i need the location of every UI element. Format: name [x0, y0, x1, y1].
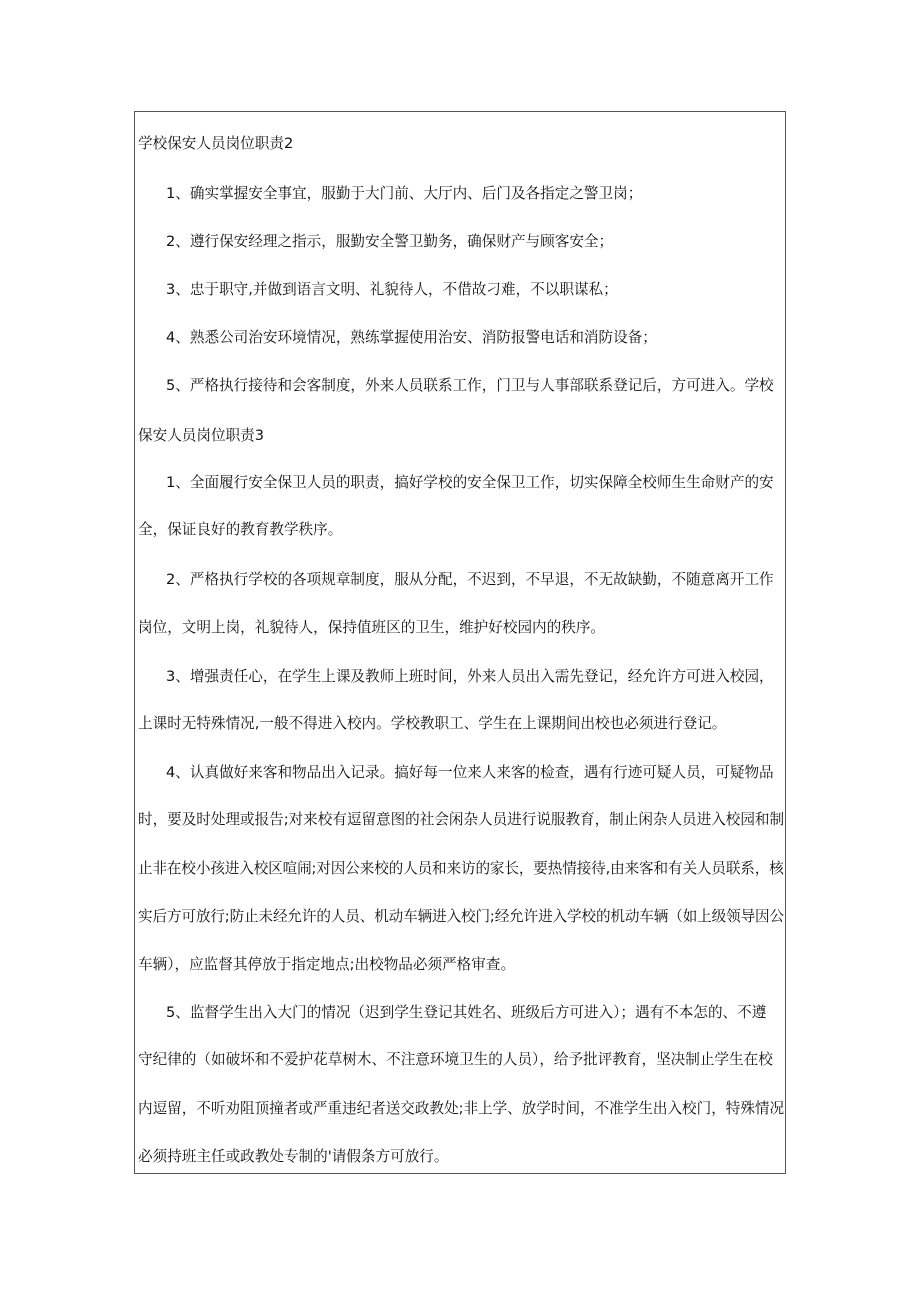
text-line: 2、遵行保安经理之指示，服勤安全警卫勤务，确保财产与顾客安全；: [166, 233, 614, 250]
text-line: 1、确实掌握安全事宜，服勤于大门前、大厅内、后门及各指定之警卫岗；: [166, 185, 643, 202]
text-line: 内逗留，不听劝阻顶撞者或严重违纪者送交政教处;非上学、放学时间，不准学生出入校门，特殊情况: [138, 1100, 785, 1117]
text-line: 岗位，文明上岗，礼貌待人，保持值班区的卫生，维护好校园内的秩序。: [138, 619, 606, 636]
text-line: 4、认真做好来客和物品出入记录。搞好每一位来人来客的检查，遇有行迹可疑人员，可疑物品: [166, 764, 774, 781]
text-line: 3、忠于职守,并做到语言文明、礼貌待人，不借故刁难，不以职谋私；: [166, 281, 618, 298]
text-line: 3、增强责任心，在学生上课及教师上班时间，外来人员出入需先登记，经允许方可进入校园，: [166, 668, 774, 685]
section-heading: 保安人员岗位职责3: [138, 427, 265, 444]
text-line: 必须持班主任或政教处专制的'请假条方可放行。: [138, 1148, 449, 1165]
text-line: 4、熟悉公司治安环境情况，熟练掌握使用治安、消防报警电话和消防设备；: [166, 329, 657, 346]
text-line: 1、全面履行安全保卫人员的职责，搞好学校的安全保卫工作，切实保障全校师生生命财产的安: [166, 474, 774, 491]
text-line: 5、监督学生出入大门的情况（迟到学生登记其姓名、班级后方可进入）；遇有不本怎的、不遵: [166, 1004, 767, 1021]
text-line: 5、严格执行接待和会客制度，外来人员联系工作，门卫与人事部联系登记后，方可进入。学校: [166, 377, 774, 394]
text-line: 上课时无特殊情况,一般不得进入校内。学校教职工、学生在上课期间出校也必须进行登记。: [138, 715, 727, 732]
text-line: 车辆），应监督其停放于指定地点;出校物品必须严格审查。: [138, 956, 516, 973]
text-line: 实后方可放行;防止未经允许的人员、机动车辆进入校门;经允许进入学校的机动车辆（如上级领导因公: [138, 908, 784, 925]
text-line: 全，保证良好的教育教学秩序。: [138, 521, 343, 538]
text-line: 守纪律的（如破坏和不爱护花草树木、不注意环境卫生的人员），给予批评教育，坚决制止学生在校: [138, 1051, 773, 1068]
text-line: 止非在校小孩进入校区喧闹;对因公来校的人员和来访的家长，要热情接待,由来客和有关人员联系，核: [138, 860, 784, 877]
section-heading: 学校保安人员岗位职责2: [138, 135, 294, 152]
text-line: 2、严格执行学校的各项规章制度，服从分配，不迟到，不早退，不无故缺勤，不随意离开工作: [166, 571, 774, 588]
text-line: 时，要及时处理或报告;对来校有逗留意图的社会闲杂人员进行说服教育，制止闲杂人员进入校园和制: [138, 811, 785, 828]
